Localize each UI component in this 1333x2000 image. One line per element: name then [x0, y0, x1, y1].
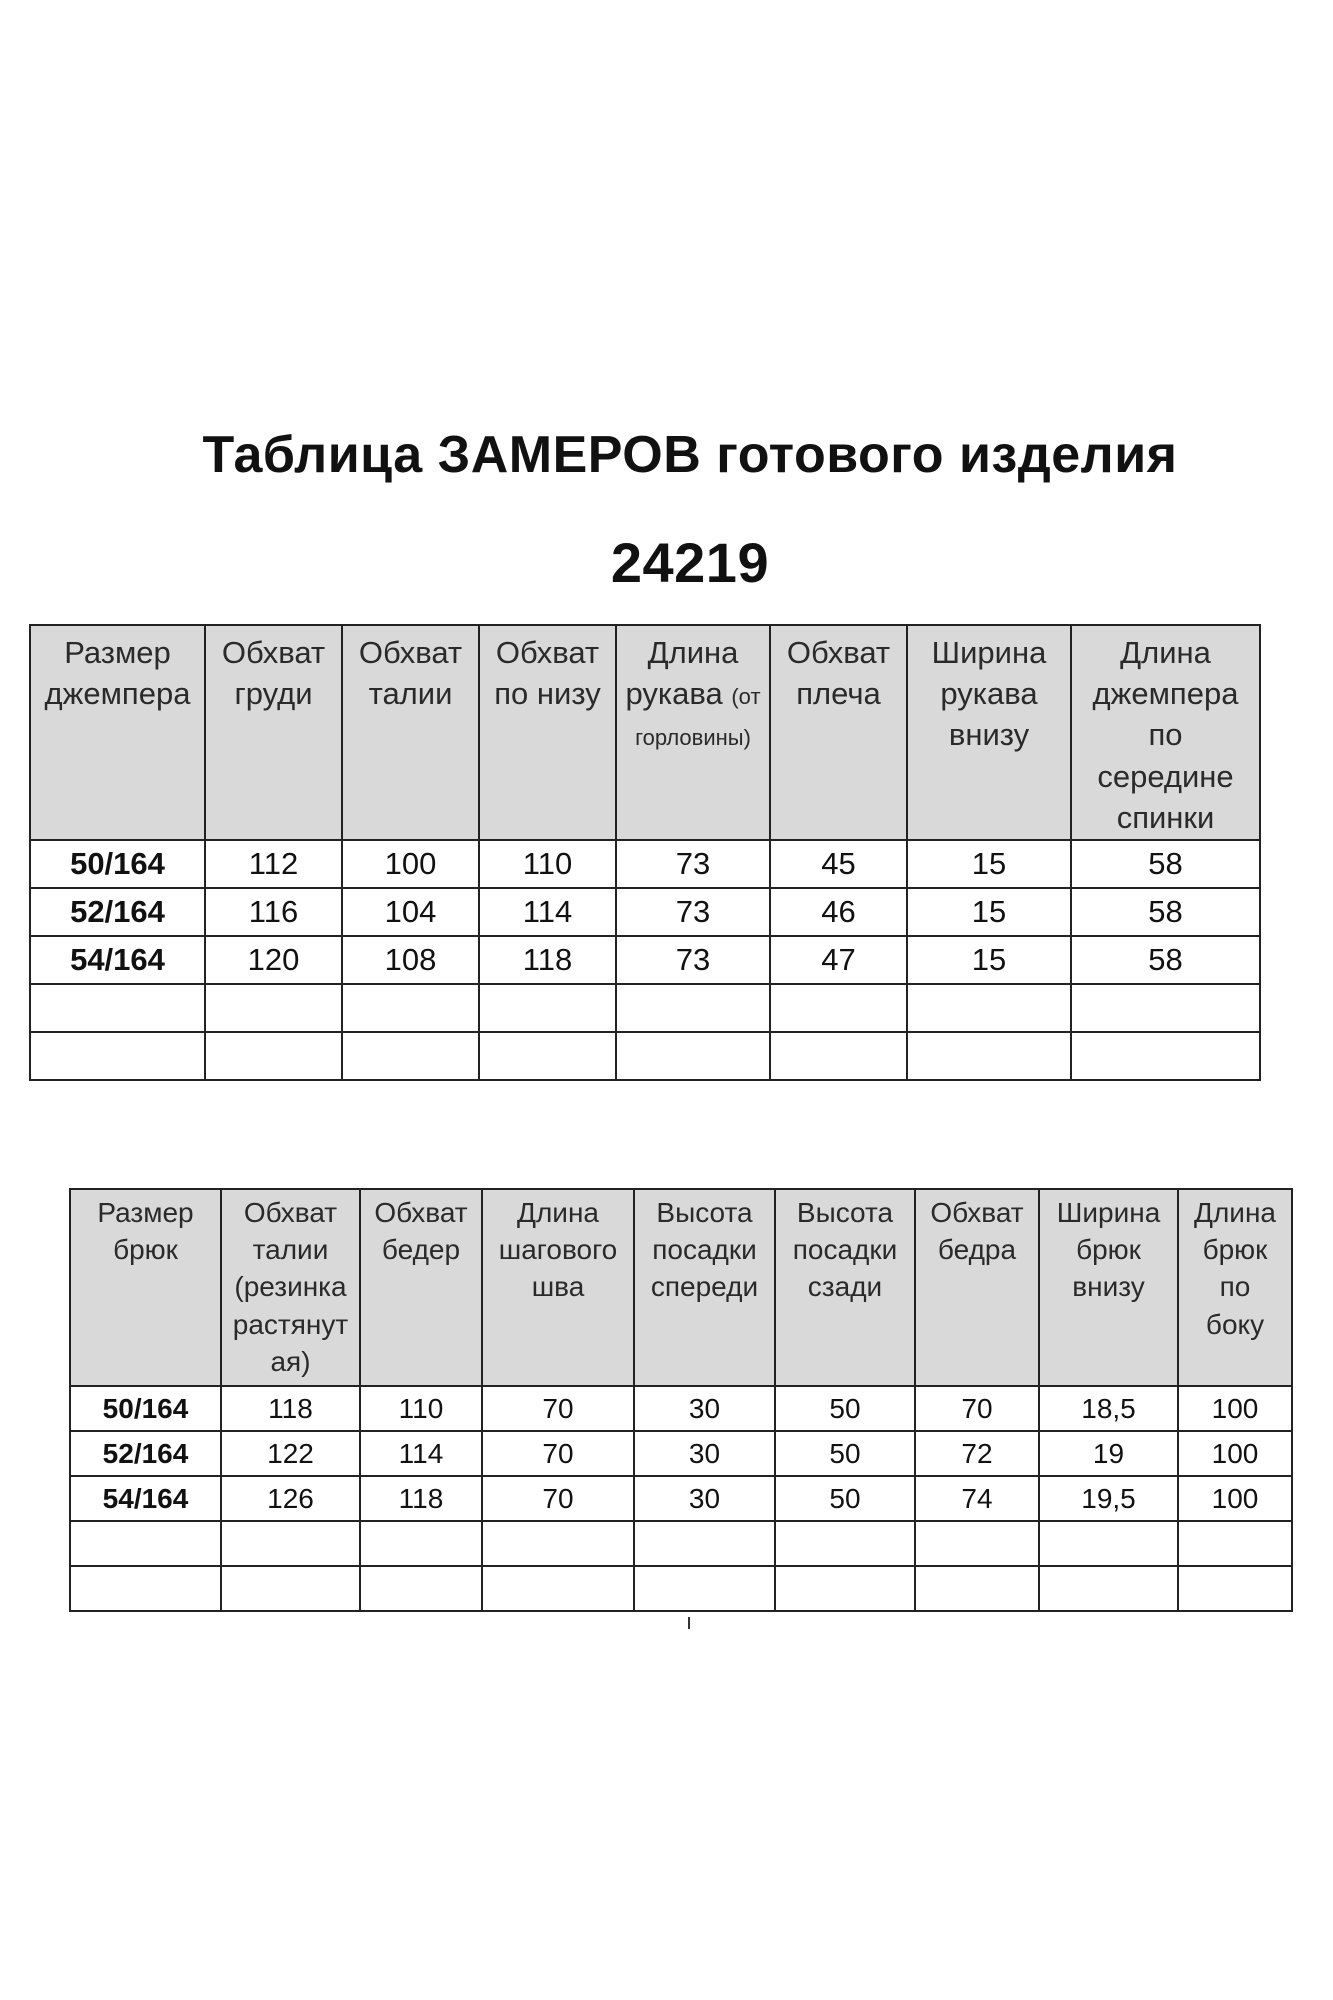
value-cell: [221, 1521, 360, 1566]
value-cell: [915, 1566, 1039, 1611]
header-cell: Длина джемпера по середине спинки: [1071, 625, 1260, 840]
value-cell: 100: [1178, 1476, 1292, 1521]
value-cell: [1178, 1521, 1292, 1566]
value-cell: [770, 984, 907, 1032]
header-cell: Обхват бедра: [915, 1189, 1039, 1386]
value-cell: 100: [342, 840, 479, 888]
value-cell: 70: [482, 1476, 634, 1521]
value-cell: [1039, 1521, 1178, 1566]
value-cell: [907, 1032, 1071, 1080]
value-cell: 50: [775, 1431, 915, 1476]
stray-mark: [688, 1617, 690, 1629]
value-cell: [342, 1032, 479, 1080]
value-cell: 120: [205, 936, 342, 984]
size-cell: [70, 1521, 221, 1566]
table-row: [70, 1476, 1292, 1521]
size-cell: [30, 984, 205, 1032]
value-cell: [1039, 1566, 1178, 1611]
header-cell: Длина брюк по боку: [1178, 1189, 1292, 1386]
size-cell: 54/164: [30, 936, 205, 984]
value-cell: 19,5: [1039, 1476, 1178, 1521]
value-cell: 116: [205, 888, 342, 936]
value-cell: 50: [775, 1476, 915, 1521]
value-cell: 58: [1071, 936, 1260, 984]
table-row: [70, 1521, 1292, 1566]
table-row: [30, 984, 1260, 1032]
header-cell: Ширина рукава внизу: [907, 625, 1071, 840]
value-cell: 70: [482, 1431, 634, 1476]
value-cell: [1071, 1032, 1260, 1080]
header-cell: Длина шагового шва: [482, 1189, 634, 1386]
value-cell: [775, 1566, 915, 1611]
value-cell: 108: [342, 936, 479, 984]
value-cell: [482, 1566, 634, 1611]
table-row: [30, 1032, 1260, 1080]
table-row: [30, 840, 1260, 888]
header-cell: Обхват плеча: [770, 625, 907, 840]
value-cell: [634, 1566, 775, 1611]
value-cell: 30: [634, 1476, 775, 1521]
trousers-measurements-table: [69, 1188, 1293, 1612]
table-header-row: [30, 625, 1260, 840]
value-cell: 73: [616, 888, 770, 936]
table-row: [30, 888, 1260, 936]
value-cell: [221, 1566, 360, 1611]
value-cell: 30: [634, 1386, 775, 1431]
value-cell: 118: [221, 1386, 360, 1431]
jumper-measurements-table: [29, 624, 1261, 1081]
header-cell: Ширина брюк внизу: [1039, 1189, 1178, 1386]
value-cell: 122: [221, 1431, 360, 1476]
value-cell: 104: [342, 888, 479, 936]
table-row: [30, 936, 1260, 984]
value-cell: 73: [616, 936, 770, 984]
size-cell: 54/164: [70, 1476, 221, 1521]
value-cell: [770, 1032, 907, 1080]
size-cell: 50/164: [70, 1386, 221, 1431]
value-cell: 72: [915, 1431, 1039, 1476]
value-cell: 30: [634, 1431, 775, 1476]
table-header-row: [70, 1189, 1292, 1386]
value-cell: 15: [907, 888, 1071, 936]
header-note: горловины): [635, 725, 751, 751]
value-cell: [360, 1521, 482, 1566]
value-cell: 47: [770, 936, 907, 984]
header-cell: Обхват груди: [205, 625, 342, 840]
value-cell: 15: [907, 840, 1071, 888]
value-cell: 19: [1039, 1431, 1178, 1476]
model-number: 24219: [610, 531, 770, 594]
size-cell: 52/164: [70, 1431, 221, 1476]
value-cell: 114: [360, 1431, 482, 1476]
value-cell: [915, 1521, 1039, 1566]
value-cell: [634, 1521, 775, 1566]
value-cell: [342, 984, 479, 1032]
value-cell: 112: [205, 840, 342, 888]
header-cell: Обхват по низу: [479, 625, 616, 840]
table-row: [70, 1386, 1292, 1431]
value-cell: 118: [479, 936, 616, 984]
value-cell: 58: [1071, 840, 1260, 888]
value-cell: [616, 1032, 770, 1080]
value-cell: [1178, 1566, 1292, 1611]
value-cell: 100: [1178, 1431, 1292, 1476]
value-cell: [205, 984, 342, 1032]
value-cell: 74: [915, 1476, 1039, 1521]
header-cell: Высота посадки сзади: [775, 1189, 915, 1386]
value-cell: 58: [1071, 888, 1260, 936]
value-cell: 126: [221, 1476, 360, 1521]
header-note: (от: [731, 684, 761, 710]
header-cell: Обхват талии: [342, 625, 479, 840]
value-cell: [775, 1521, 915, 1566]
table-row: [70, 1431, 1292, 1476]
header-cell: Размер брюк: [70, 1189, 221, 1386]
value-cell: 114: [479, 888, 616, 936]
value-cell: 100: [1178, 1386, 1292, 1431]
value-cell: [479, 1032, 616, 1080]
value-cell: 45: [770, 840, 907, 888]
size-cell: 52/164: [30, 888, 205, 936]
value-cell: 110: [479, 840, 616, 888]
header-text: Длина рукава: [625, 635, 739, 712]
value-cell: 18,5: [1039, 1386, 1178, 1431]
page-title: Таблица ЗАМЕРОВ готового изделия: [202, 426, 1178, 484]
value-cell: 50: [775, 1386, 915, 1431]
value-cell: 110: [360, 1386, 482, 1431]
table-row: [70, 1566, 1292, 1611]
header-cell: Обхват талии (резинка растянут ая): [221, 1189, 360, 1386]
header-cell: Высота посадки спереди: [634, 1189, 775, 1386]
value-cell: 70: [482, 1386, 634, 1431]
value-cell: 70: [915, 1386, 1039, 1431]
value-cell: 46: [770, 888, 907, 936]
value-cell: [360, 1566, 482, 1611]
size-cell: 50/164: [30, 840, 205, 888]
header-cell: Размер джемпера: [30, 625, 205, 840]
value-cell: [479, 984, 616, 1032]
size-cell: [30, 1032, 205, 1080]
value-cell: [482, 1521, 634, 1566]
value-cell: [205, 1032, 342, 1080]
value-cell: [1071, 984, 1260, 1032]
value-cell: 15: [907, 936, 1071, 984]
header-cell: [616, 625, 770, 840]
value-cell: [907, 984, 1071, 1032]
value-cell: [616, 984, 770, 1032]
value-cell: 73: [616, 840, 770, 888]
size-cell: [70, 1566, 221, 1611]
header-cell: Обхват бедер: [360, 1189, 482, 1386]
value-cell: 118: [360, 1476, 482, 1521]
